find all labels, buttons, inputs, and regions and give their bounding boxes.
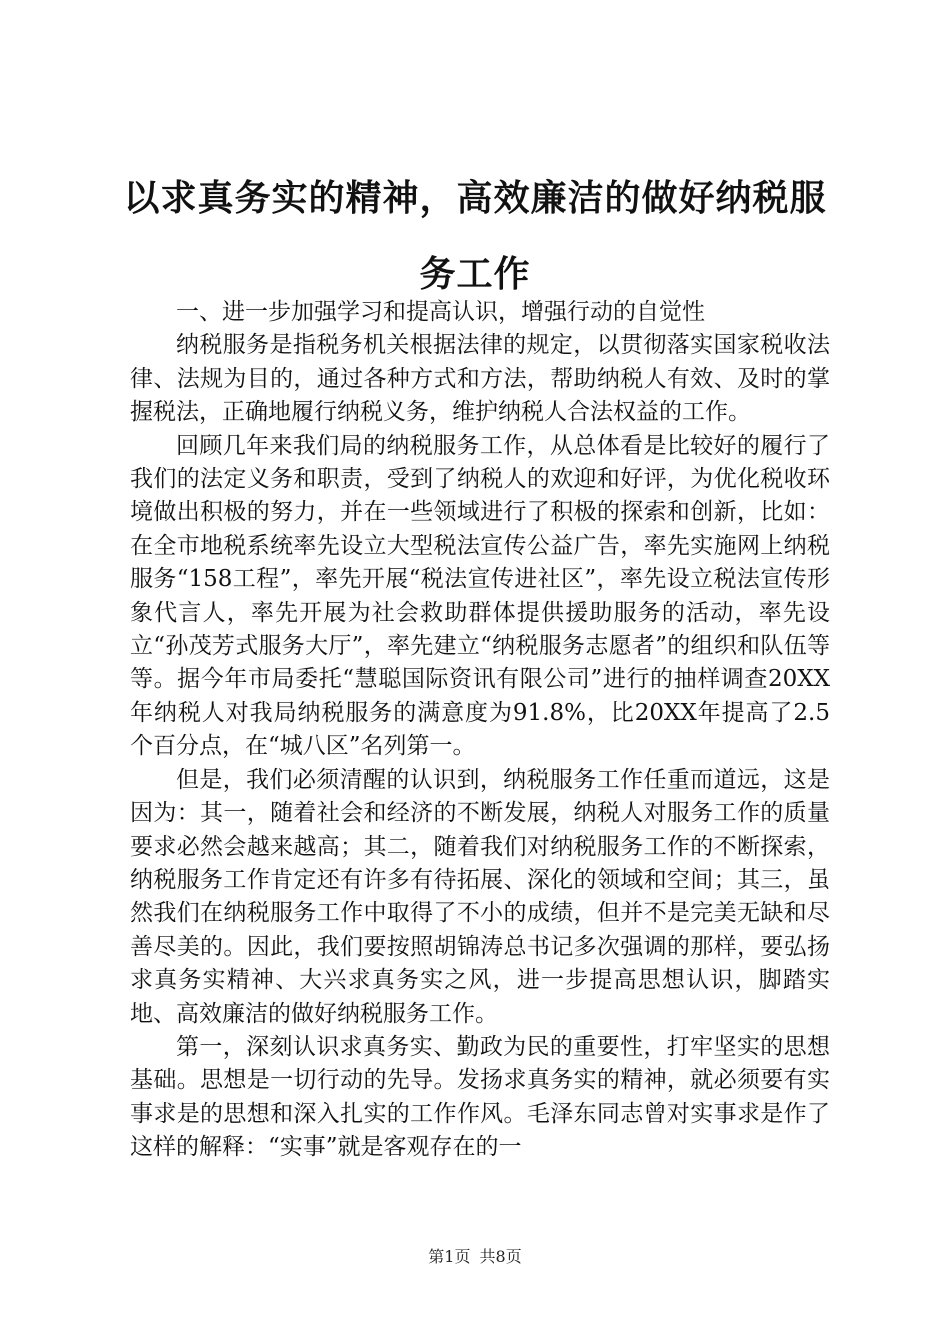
page-footer — [0, 1244, 950, 1267]
page-number: 第1页 — [428, 1247, 471, 1266]
paragraph: 第一，深刻认识求真务实、勤政为民的重要性，打牢坚实的思想基础。思想是一切行动的先导。发扬求真务实的精神，就必须要有实事求是的思想和深入扎实的工作作风。毛泽东同志曾对实事求是作了这样的解释：“实事”就是客观存在的一 — [130, 1033, 830, 1161]
document-title: 以求真务实的精神，高效廉洁的做好纳税服务工作 — [123, 177, 827, 295]
paragraph: 回顾几年来我们局的纳税服务工作，从总体看是比较好的履行了我们的法定义务和职责，受到了纳税人的欢迎和好评，为优化税收环境做出积极的努力，并在一些领域进行了积极的探索和创新，比如：在全市地税系统率先设立大型税法宣传公益广告，率先实施网上纳税服务“158工程”，率先开展“税法宣传进社区”，率先设立税法宣传形象代言人，率先开展为社会救助群体提供援助服务的活动，率先设立“孙茂芳式服务大厅”，率先建立“纳税服务志愿者”的组织和队伍等等。据今年市局委托“慧聪国际资讯有限公司”进行的抽样调查20XX年纳税人对我局纳税服务的满意度为91.8%，比20XX年提高了2.5个百分点，在“城八区”名列第一。 — [130, 432, 830, 760]
document-body — [130, 296, 830, 1165]
paragraph: 纳税服务是指税务机关根据法律的规定，以贯彻落实国家税收法律、法规为目的，通过各种方式和方法，帮助纳税人有效、及时的掌握税法，正确地履行纳税义务，维护纳税人合法权益的工作。 — [130, 332, 830, 426]
page-total: 共8页 — [479, 1247, 522, 1266]
paragraph: 但是，我们必须清醒的认识到，纳税服务工作任重而道远，这是因为：其一，随着社会和经济的不断发展，纳税人对服务工作的质量要求必然会越来越高；其二，随着我们对纳税服务工作的不断探索，纳税服务工作肯定还有许多有待拓展、深化的领域和空间；其三，虽然我们在纳税服务工作中取得了不小的成绩，但并不是完美无缺和尽善尽美的。因此，我们要按照胡锦涛总书记多次强调的那样，要弘扬求真务实精神、大兴求真务实之风，进一步提高思想认识，脚踏实地、高效廉洁的做好纳税服务工作。 — [130, 766, 830, 1027]
section-heading: 一、进一步加强学习和提高认识，增强行动的自觉性 — [176, 299, 705, 325]
